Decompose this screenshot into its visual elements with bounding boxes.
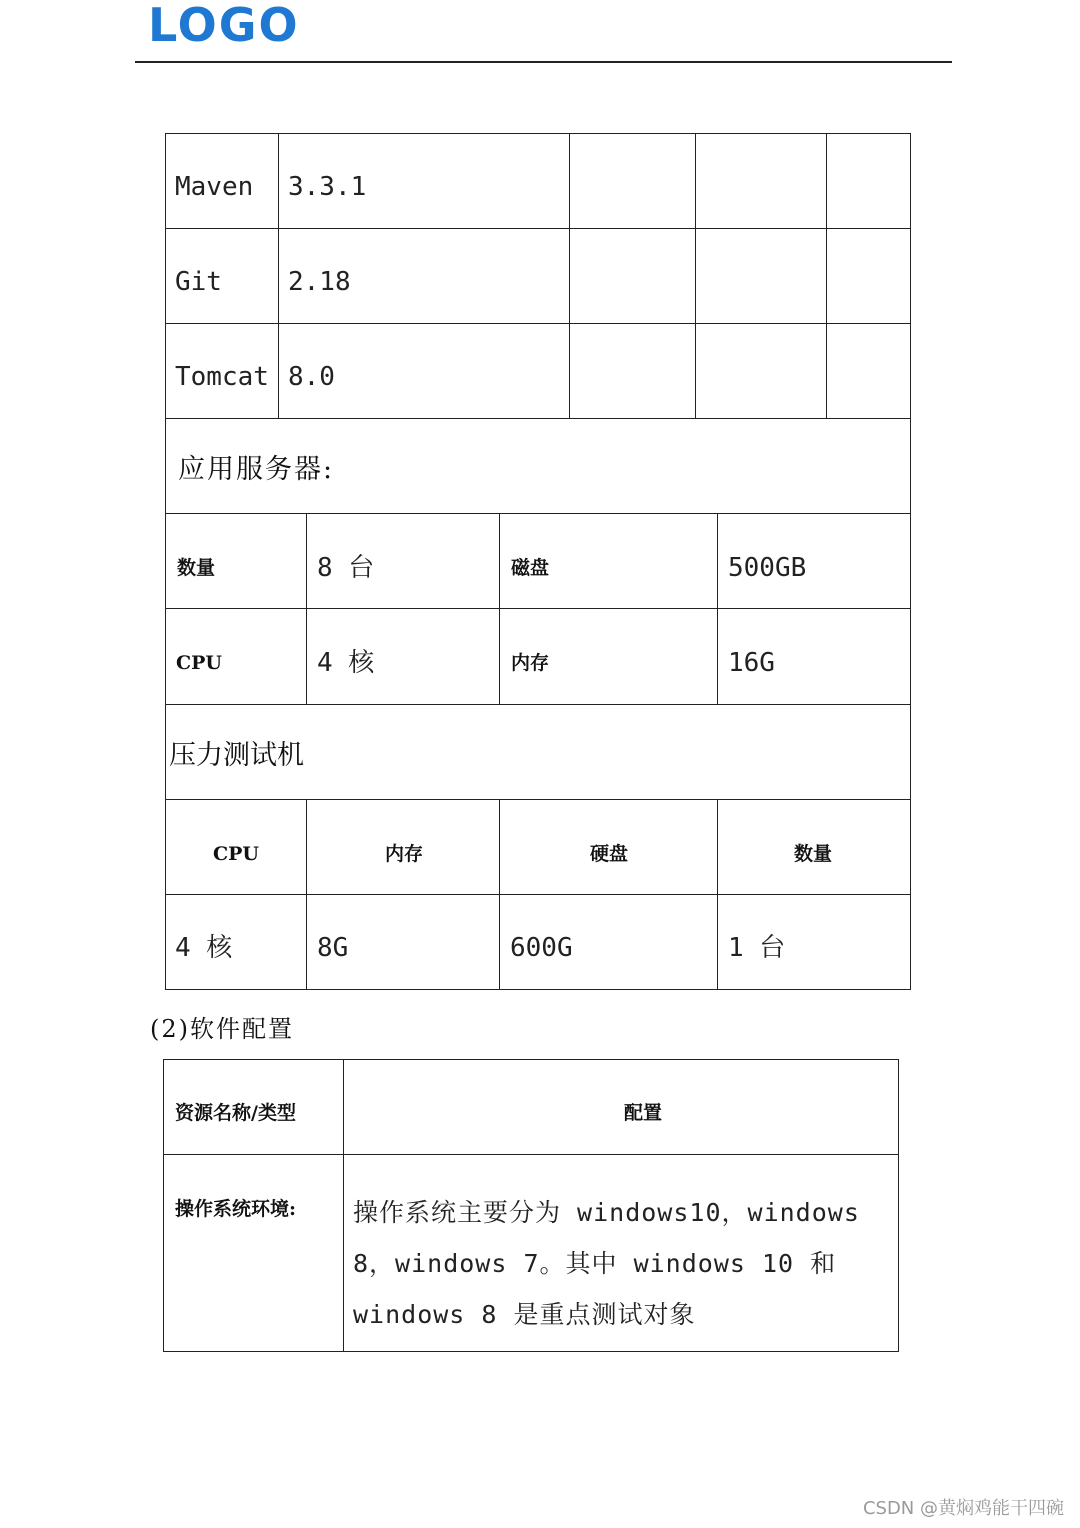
software-config-title: (2)软件配置 bbox=[150, 1015, 294, 1043]
software-name-cell: Git bbox=[175, 267, 222, 297]
stress-tester-value: 8G bbox=[317, 933, 349, 963]
stress-tester-header: 数量 bbox=[793, 843, 833, 865]
table-rule bbox=[717, 513, 718, 704]
software-version-cell: 3.3.1 bbox=[288, 172, 367, 202]
app-server-label: CPU bbox=[176, 652, 222, 674]
header-divider bbox=[135, 61, 952, 63]
config-row-value bbox=[353, 1187, 883, 1340]
app-server-label: 磁盘 bbox=[511, 557, 550, 579]
software-name-cell: Maven bbox=[175, 172, 254, 202]
stress-tester-value: 1 台 bbox=[728, 933, 786, 963]
table-rule bbox=[499, 799, 500, 990]
table-rule bbox=[499, 513, 500, 704]
software-name-cell: Tomcat bbox=[175, 362, 269, 392]
table-rule bbox=[165, 799, 911, 800]
config-line: 8，windows 7。其中 windows 10 和 bbox=[353, 1249, 837, 1278]
stress-tester-header: CPU bbox=[213, 843, 259, 865]
app-server-value: 8 台 bbox=[317, 553, 375, 583]
software-version-cell: 2.18 bbox=[288, 267, 351, 297]
software-version-cell: 8.0 bbox=[288, 362, 335, 392]
config-header-config: 配置 bbox=[623, 1102, 663, 1124]
stress-tester-header: 硬盘 bbox=[589, 843, 629, 865]
table-rule bbox=[306, 799, 307, 990]
table-rule bbox=[278, 133, 279, 418]
app-server-value: 500GB bbox=[728, 553, 807, 583]
stress-tester-value: 4 核 bbox=[175, 933, 233, 963]
table-rule bbox=[165, 704, 911, 705]
stress-tester-header: 内存 bbox=[384, 843, 424, 865]
table-rule bbox=[306, 513, 307, 704]
table-rule bbox=[165, 894, 911, 895]
stress-tester-heading: 压力测试机 bbox=[169, 740, 304, 771]
table-rule bbox=[165, 323, 911, 324]
config-line: 操作系统主要分为 windows10，windows bbox=[353, 1198, 860, 1227]
logo: LOGO bbox=[148, 0, 300, 52]
config-header-resource: 资源名称/类型 bbox=[175, 1102, 296, 1124]
table-rule bbox=[343, 1059, 344, 1352]
app-server-heading: 应用服务器: bbox=[178, 454, 335, 485]
config-line: windows 8 是重点测试对象 bbox=[353, 1300, 696, 1329]
table-rule bbox=[569, 133, 570, 418]
table-rule bbox=[165, 228, 911, 229]
app-server-value: 4 核 bbox=[317, 648, 375, 678]
table-rule bbox=[163, 1154, 899, 1155]
app-server-label: 内存 bbox=[511, 652, 550, 674]
stress-tester-value: 600G bbox=[510, 933, 573, 963]
table-rule bbox=[695, 133, 696, 418]
table-rule bbox=[165, 513, 911, 514]
table-rule bbox=[165, 608, 911, 609]
app-server-label: 数量 bbox=[177, 557, 216, 579]
table-rule bbox=[826, 133, 827, 418]
table-rule bbox=[165, 418, 911, 419]
watermark: CSDN @黄焖鸡能干四碗 bbox=[862, 1498, 1064, 1519]
app-server-value: 16G bbox=[728, 648, 775, 678]
table-rule bbox=[717, 799, 718, 990]
config-row-label: 操作系统环境: bbox=[175, 1198, 297, 1220]
